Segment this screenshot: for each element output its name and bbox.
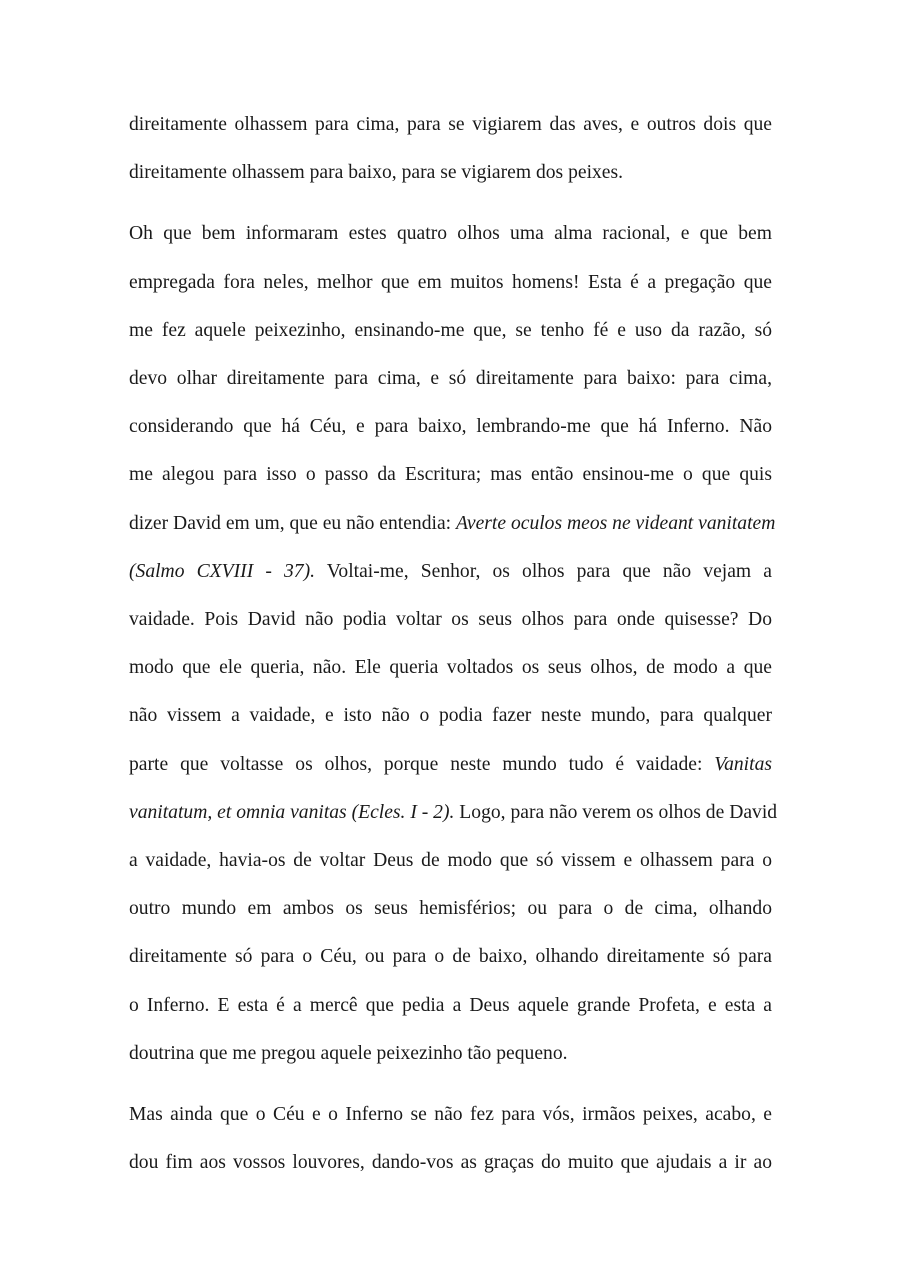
text-run: Mas ainda que o Céu e o Inferno se não fez para vós, irmãos peixes, acabo, e <box>129 1104 772 1126</box>
text-line <box>129 355 772 403</box>
text-run: parte que voltasse os olhos, porque neste mundo tudo é vaidade: <box>129 753 715 775</box>
text-run: direitamente olhassem para baixo, para se vigiarem dos peixes. <box>129 162 624 184</box>
text-line <box>129 982 772 1030</box>
text-run: empregada fora neles, melhor que em muitos homens! Esta é a pregação que <box>129 271 772 293</box>
italic-citation: Vanitas <box>714 753 772 775</box>
italic-citation: Averte oculos meos ne videant vanitatem <box>456 512 776 534</box>
text-line <box>129 692 772 740</box>
text-line <box>129 403 772 451</box>
text-run: o Inferno. E esta é a mercê que pedia a Deus aquele grande Profeta, e esta a <box>129 994 772 1016</box>
text-run: dou fim aos vossos louvores, dando-vos as graças do muito que ajudais a ir ao <box>129 1152 772 1174</box>
text-run: direitamente olhassem para cima, para se vigiarem das aves, e outros dois que <box>129 114 772 135</box>
paragraph <box>129 210 778 1078</box>
text-run: doutrina que me pregou aquele peixezinho tão pequeno. <box>129 1042 568 1064</box>
text-line <box>129 307 772 355</box>
text-line <box>129 149 772 197</box>
text-run: Voltai-me, Senhor, os olhos para que não vejam a <box>315 560 772 582</box>
text-run: devo olhar direitamente para cima, e só direitamente para baixo: para cima, <box>129 368 772 390</box>
text-line <box>129 596 772 644</box>
text-run: direitamente só para o Céu, ou para o de baixo, olhando direitamente só para <box>129 946 772 968</box>
text-line <box>129 210 772 258</box>
text-run: Oh que bem informaram estes quatro olhos uma alma racional, e que bem <box>129 223 772 245</box>
text-line <box>129 644 772 692</box>
text-line <box>129 741 772 789</box>
text-line <box>129 548 772 596</box>
text-run: considerando que há Céu, e para baixo, lembrando-me que há Inferno. Não <box>129 416 772 438</box>
text-run: não vissem a vaidade, e isto não o podia fazer neste mundo, para qualquer <box>129 705 772 727</box>
text-run: a vaidade, havia-os de voltar Deus de modo que só vissem e olhassem para o <box>129 850 772 872</box>
text-line <box>129 451 772 499</box>
text-run: me alegou para isso o passo da Escritura; mas então ensinou-me o que quis <box>129 464 772 486</box>
italic-citation: (Salmo CXVIII - 37). <box>129 560 316 582</box>
paragraph <box>129 1091 772 1187</box>
text-run: vaidade. Pois David não podia voltar os seus olhos para onde quisesse? Do <box>129 609 772 631</box>
text-line <box>129 500 776 548</box>
text-line <box>129 101 772 149</box>
text-run: me fez aquele peixezinho, ensinando-me que, se tenho fé e uso da razão, só <box>129 319 772 341</box>
text-run: modo que ele queria, não. Ele queria voltados os seus olhos, de modo a que <box>129 657 772 679</box>
text-line <box>129 259 772 307</box>
text-line <box>129 1030 772 1078</box>
body-text <box>129 101 778 1187</box>
text-line <box>129 1091 772 1139</box>
text-run: dizer David em um, que eu não entendia: <box>129 512 456 534</box>
text-run: outro mundo em ambos os seus hemisférios; ou para o de cima, olhando <box>129 898 772 920</box>
italic-citation: vanitatum, et omnia vanitas (Ecles. I - 2). <box>129 801 455 823</box>
text-line <box>129 789 778 837</box>
text-line <box>129 837 772 885</box>
text-line <box>129 885 772 933</box>
text-line <box>129 1139 772 1187</box>
paragraph <box>129 101 772 197</box>
text-line <box>129 933 772 981</box>
text-run: Logo, para não verem os olhos de David <box>454 801 778 823</box>
